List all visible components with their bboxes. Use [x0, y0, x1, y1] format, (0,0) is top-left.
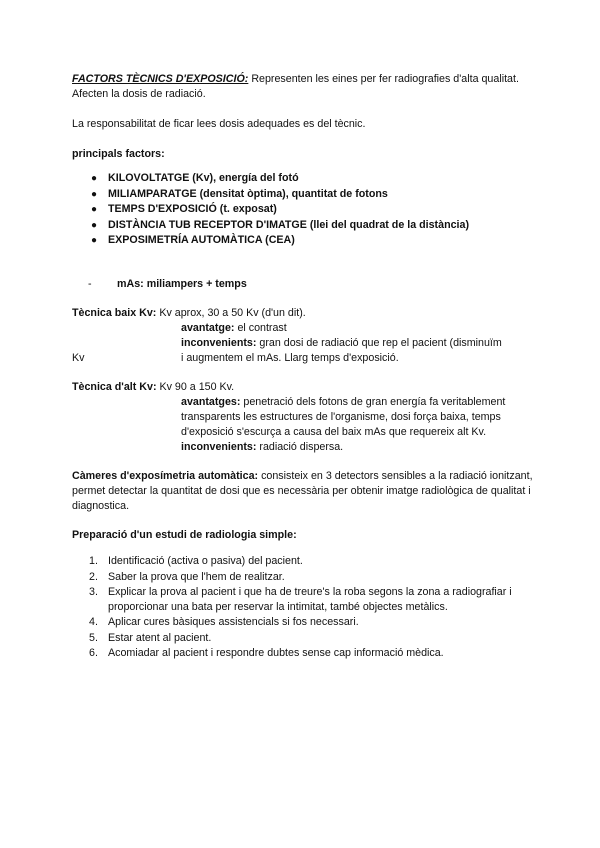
high-kv-heading: Tècnica d'alt Kv: Kv 90 a 150 Kv. [72, 381, 235, 393]
low-kv-kv-label: Kv [72, 352, 85, 364]
list-item: 4. Aplicar cures bàsiques assistencials si fos necessari. [89, 616, 359, 628]
list-item: 3. Explicar la prova al pacient i que ha de treure's la roba segons la zona a radiografiar i proporcionar una bata per reservar la intimitat, també objectes metàlics. [89, 586, 512, 613]
principal-factors-list [72, 171, 542, 249]
list-item: 1. Identificació (activa o pasiva) del pacient. [89, 555, 303, 567]
responsibility-text: La responsabilitat de ficar lees dosis adequades es del tècnic. [72, 118, 366, 130]
low-kv-inconvenients: inconvenients: gran dosi de radiació que rep el pacient (disminuïm [181, 337, 502, 349]
low-kv-advantage: avantatge: el contrast [181, 322, 287, 334]
list-item: ● DISTÀNCIA TUB RECEPTOR D'IMATGE (llei del quadrat de la distància) [91, 218, 470, 231]
intro-title: FACTORS TÈCNICS D'EXPOSICIÓ: [72, 73, 249, 85]
intro-text: Representen les eines per fer radiografies d'alta qualitat. Afecten la dosis de radiació. [72, 73, 519, 100]
low-kv-heading: Tècnica baix Kv: Kv aprox, 30 a 50 Kv (d'un dit). [72, 307, 306, 319]
high-kv-advantages: avantatges: penetració dels fotons de gran energía fa veritablement transparents les estructures de l'organisme, dosi força baixa, temps d'exposició s'escurça a causa del baix mAs que requereix alt Kv. [181, 396, 506, 438]
list-item: ● TEMPS D'EXPOSICIÓ (t. exposat) [91, 203, 277, 215]
bullet-icon: ● [91, 204, 98, 215]
bullet-icon: ● [91, 188, 98, 200]
low-kv-inconvenients-cont: i augmentem el mAs. Llarg temps d'exposició. [181, 352, 399, 364]
bullet-icon: ● [91, 173, 98, 184]
mas-item [88, 277, 247, 292]
high-kv-inconvenients: inconvenients: radiació dispersa. [181, 441, 344, 453]
list-item: 5. Estar atent al pacient. [89, 631, 212, 644]
principal-heading: principals factors: [72, 148, 165, 160]
bullet-icon: ● [91, 219, 98, 231]
bullet-icon: ● [91, 235, 98, 246]
list-item: 2. Saber la prova que l'hem de realitzar. [89, 570, 285, 583]
intro-paragraph [72, 72, 532, 102]
list-item: ● EXPOSIMETRÍA AUTOMÀTICA (CEA) [91, 234, 295, 246]
cameras-paragraph: Càmeres d'exposímetria automàtica: consisteix en 3 detectors sensibles a la radiació ionitzant, permet detectar la quantitat de dosi que es necessària per obtenir imatge radiològica de qualitat i diagnostica. [72, 470, 533, 512]
mas-text: mAs: miliampers + temps [117, 278, 247, 290]
list-item: ● MILIAMPARATGE (densitat òptima), quantitat de fotons [91, 187, 388, 200]
prep-heading: Preparació d'un estudi de radiologia simple: [72, 529, 297, 541]
dash-marker: - [88, 278, 92, 290]
list-item: ● KILOVOLTATGE (Kv), energía del fotó [91, 172, 299, 184]
prep-steps-list [72, 554, 542, 662]
list-item: 6. Acomiadar al pacient i respondre dubtes sense cap informació mèdica. [89, 647, 444, 659]
